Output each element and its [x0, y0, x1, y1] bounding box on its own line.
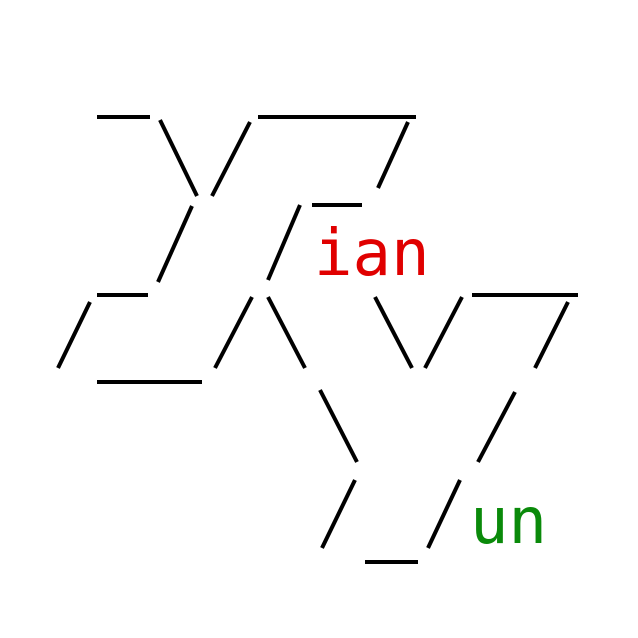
line-backslash-3 [375, 297, 412, 368]
line-slash-1 [212, 122, 250, 196]
line-backslash-4 [320, 390, 357, 462]
line-slash-7 [425, 297, 462, 368]
line-slash-3 [158, 206, 192, 282]
line-slash-5 [58, 302, 90, 368]
line-slash-8 [535, 302, 568, 368]
line-slash-4 [268, 205, 300, 280]
logo-word-un: un [470, 485, 548, 559]
line-slash-9 [478, 392, 515, 462]
line-backslash-1 [160, 120, 197, 196]
line-slash-10 [322, 480, 355, 548]
line-slash-11 [428, 480, 460, 548]
logo-word-ian: ian [314, 217, 430, 291]
line-slash-2 [378, 122, 408, 188]
line-backslash-2 [268, 297, 305, 368]
line-slash-6 [215, 297, 252, 368]
